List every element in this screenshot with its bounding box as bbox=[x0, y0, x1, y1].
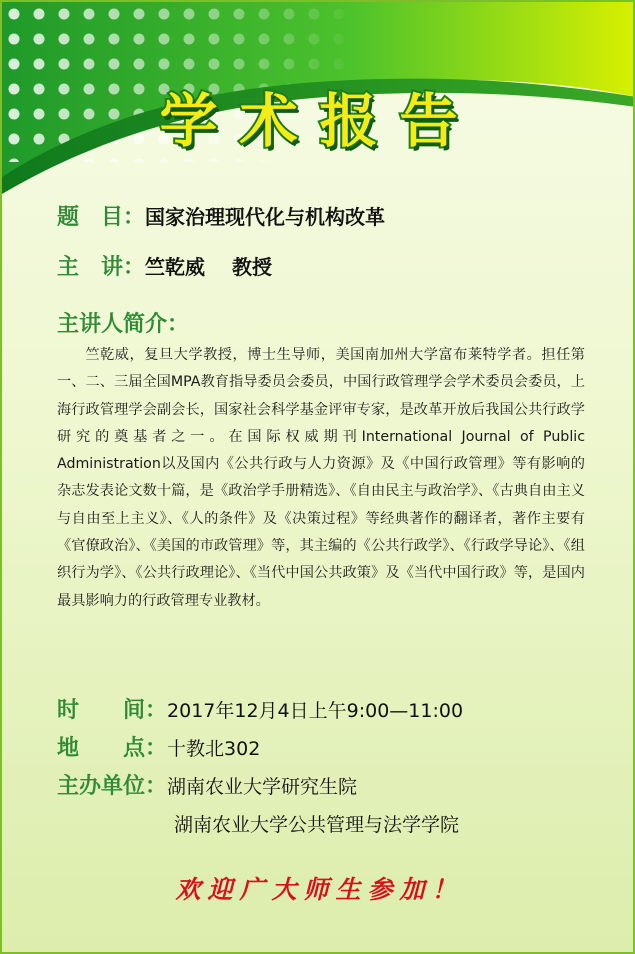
organizer-label: 主办单位： bbox=[57, 773, 168, 799]
speaker-value: 竺乾威 教授 bbox=[145, 255, 272, 279]
organizer-row-2 bbox=[174, 810, 459, 839]
topic-row bbox=[57, 203, 385, 231]
place-value: 十教北302 bbox=[167, 738, 261, 760]
time-value: 2017年12月4日上午9:00—11:00 bbox=[167, 700, 464, 722]
time-label: 时 间： bbox=[57, 697, 168, 723]
welcome-message: 欢迎广大师生参加！ bbox=[175, 875, 464, 904]
speaker-bio: 竺乾威，复旦大学教授，博士生导师，美国南加州大学富布莱特学者。担任第一、二、三届全国MPA教育指导委员会委员，中国行政管理学会学术委员会委员，上海行政管理学会副会长，国家社会科学基金评审专家，是改革开放后我国公共行政学研究的奠基者之一。在国际权威期刊International Journal of Public Administration以及国内《公共行政与人力资源》及《中国行政管理》等有影响的杂志发表论文数十篇，是《政治学手册精选》、《自由民主与政治学》、《古典自由主义与自由至上主义》、《人的条件》及《决策过程》等经典著作的翻译者，著作主要有《官僚政治》、《美国的市政管理》等，其主编的《公共行政学》、《行政学导论》、《组织行为学》、《公共行政理论》、《当代中国公共政策》及《当代中国行政》等，是国内最具影响力的行政管理专业教材。 bbox=[57, 347, 585, 609]
intro-heading: 主讲人简介： bbox=[57, 311, 190, 337]
topic-value: 国家治理现代化与机构改革 bbox=[145, 205, 386, 229]
topic-label: 题 目： bbox=[57, 204, 146, 230]
organizer-value-1: 湖南农业大学研究生院 bbox=[167, 776, 358, 798]
poster-title: 学术报告 bbox=[159, 87, 480, 155]
speaker-label: 主 讲： bbox=[57, 254, 146, 280]
speaker-row bbox=[57, 253, 272, 281]
place-label: 地 点： bbox=[57, 735, 168, 761]
time-row bbox=[57, 696, 463, 725]
organizer-value-2: 湖南农业大学公共管理与法学学院 bbox=[174, 814, 460, 836]
organizer-row bbox=[57, 772, 357, 801]
place-row bbox=[57, 734, 260, 763]
